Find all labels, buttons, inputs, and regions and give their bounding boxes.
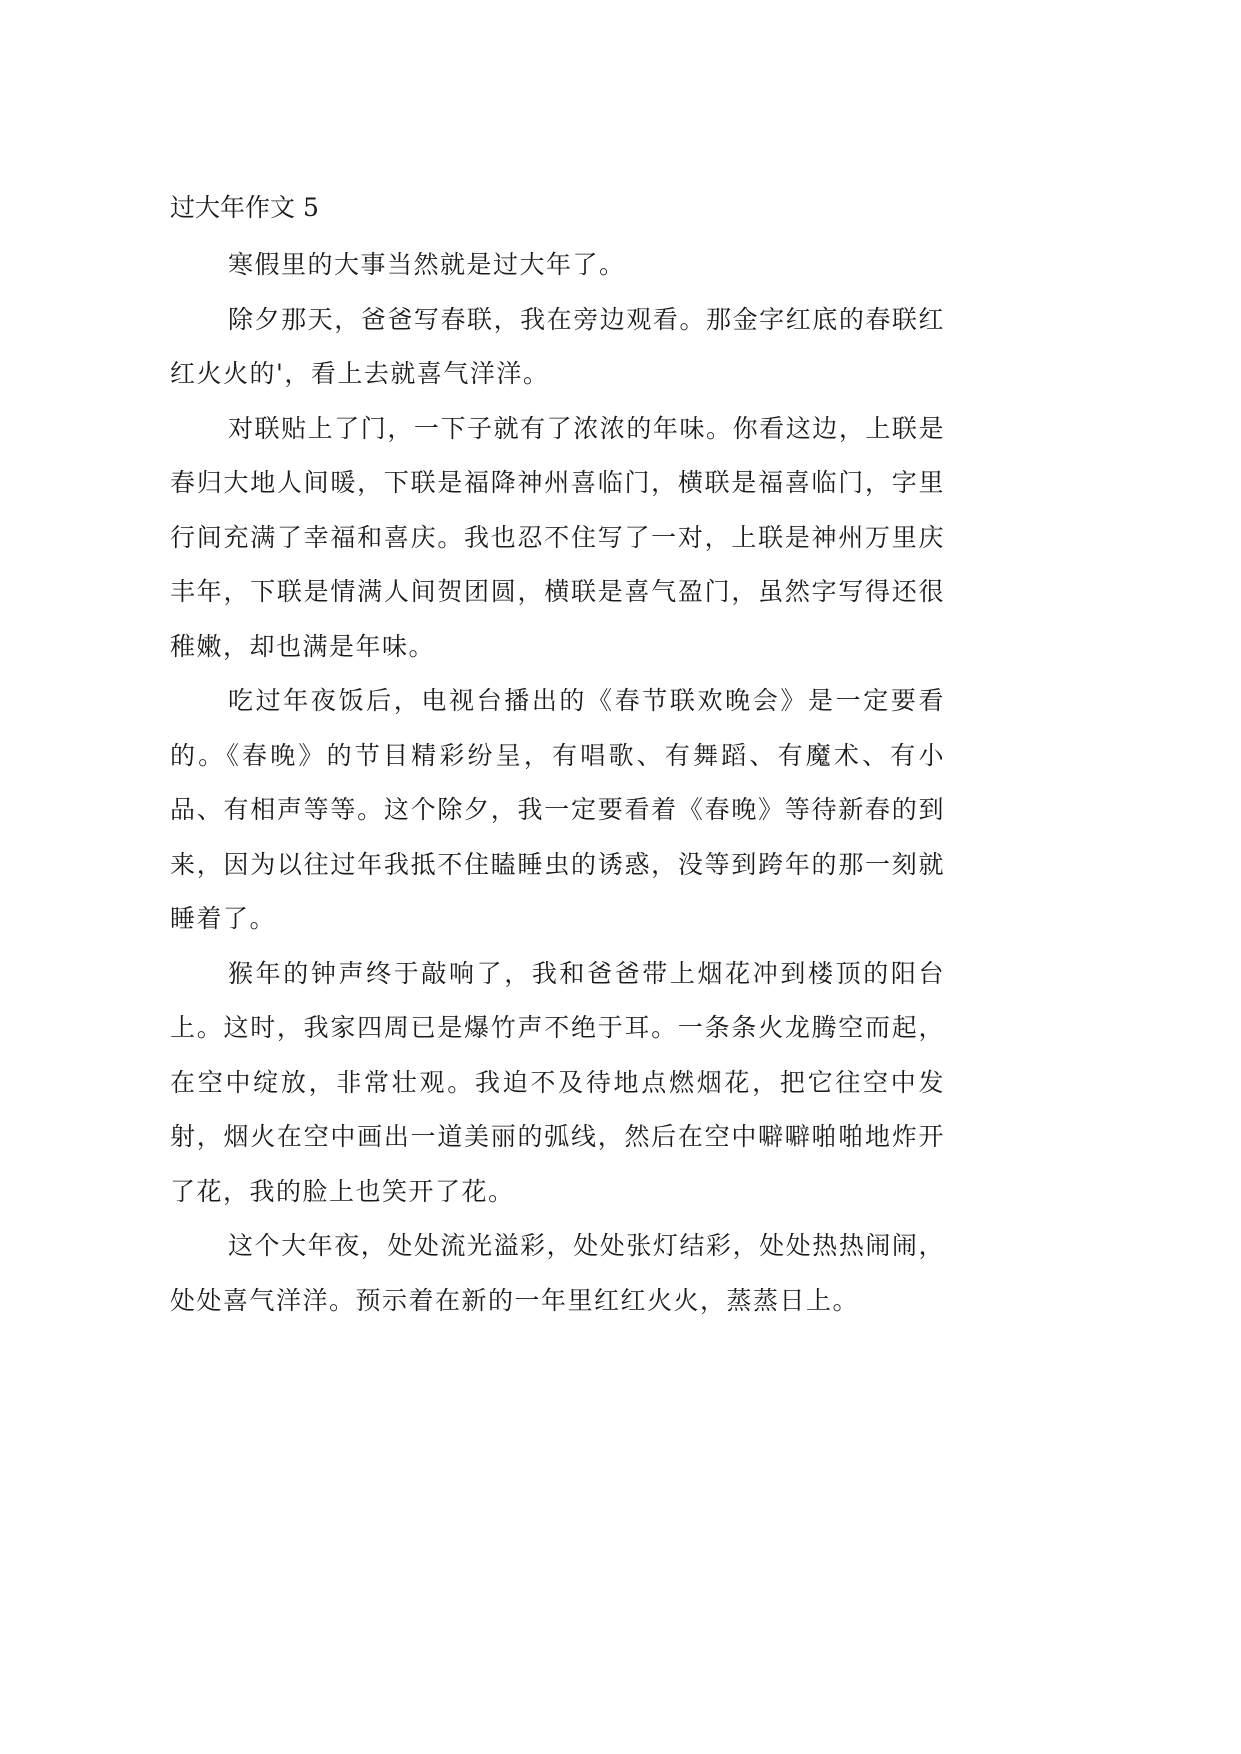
document-title: 过大年作文 5 [170, 193, 319, 222]
paragraph: 这个大年夜，处处流光溢彩，处处张灯结彩，处处热热闹闹，处处喜气洋洋。预示着在新的一年里红红火火，蒸蒸日上。 [170, 1231, 945, 1315]
paragraph: 寒假里的大事当然就是过大年了。 [228, 250, 626, 279]
paragraph: 除夕那天，爸爸写春联，我在旁边观看。那金字红底的春联红红火火的'，看上去就喜气洋洋。 [170, 304, 945, 388]
paragraph: 吃过年夜饭后，电视台播出的《春节联欢晚会》是一定要看的。《春晚》的节目精彩纷呈，有唱歌、有舞蹈、有魔术、有小品、有相声等等。这个除夕，我一定要看着《春晚》等待新春的到来，因为以往过年我抵不住瞌睡虫的诱惑，没等到跨年的那一刻就睡着了。 [170, 686, 945, 933]
document-body [170, 178, 945, 1328]
paragraph: 对联贴上了门，一下子就有了浓浓的年味。你看这边，上联是春归大地人间暖，下联是福降神州喜临门，横联是福喜临门，字里行间充满了幸福和喜庆。我也忍不住写了一对，上联是神州万里庆丰年，下联是情满人间贺团圆，横联是喜气盈门，虽然字写得还很稚嫩，却也满是年味。 [170, 413, 945, 661]
paragraph: 猴年的钟声终于敲响了，我和爸爸带上烟花冲到楼顶的阳台上。这时，我家四周已是爆竹声不绝于耳。一条条火龙腾空而起，在空中绽放，非常壮观。我迫不及待地点燃烟花，把它往空中发射，烟火在空中画出一道美丽的弧线，然后在空中噼噼啪啪地炸开了花，我的脸上也笑开了花。 [170, 958, 945, 1206]
